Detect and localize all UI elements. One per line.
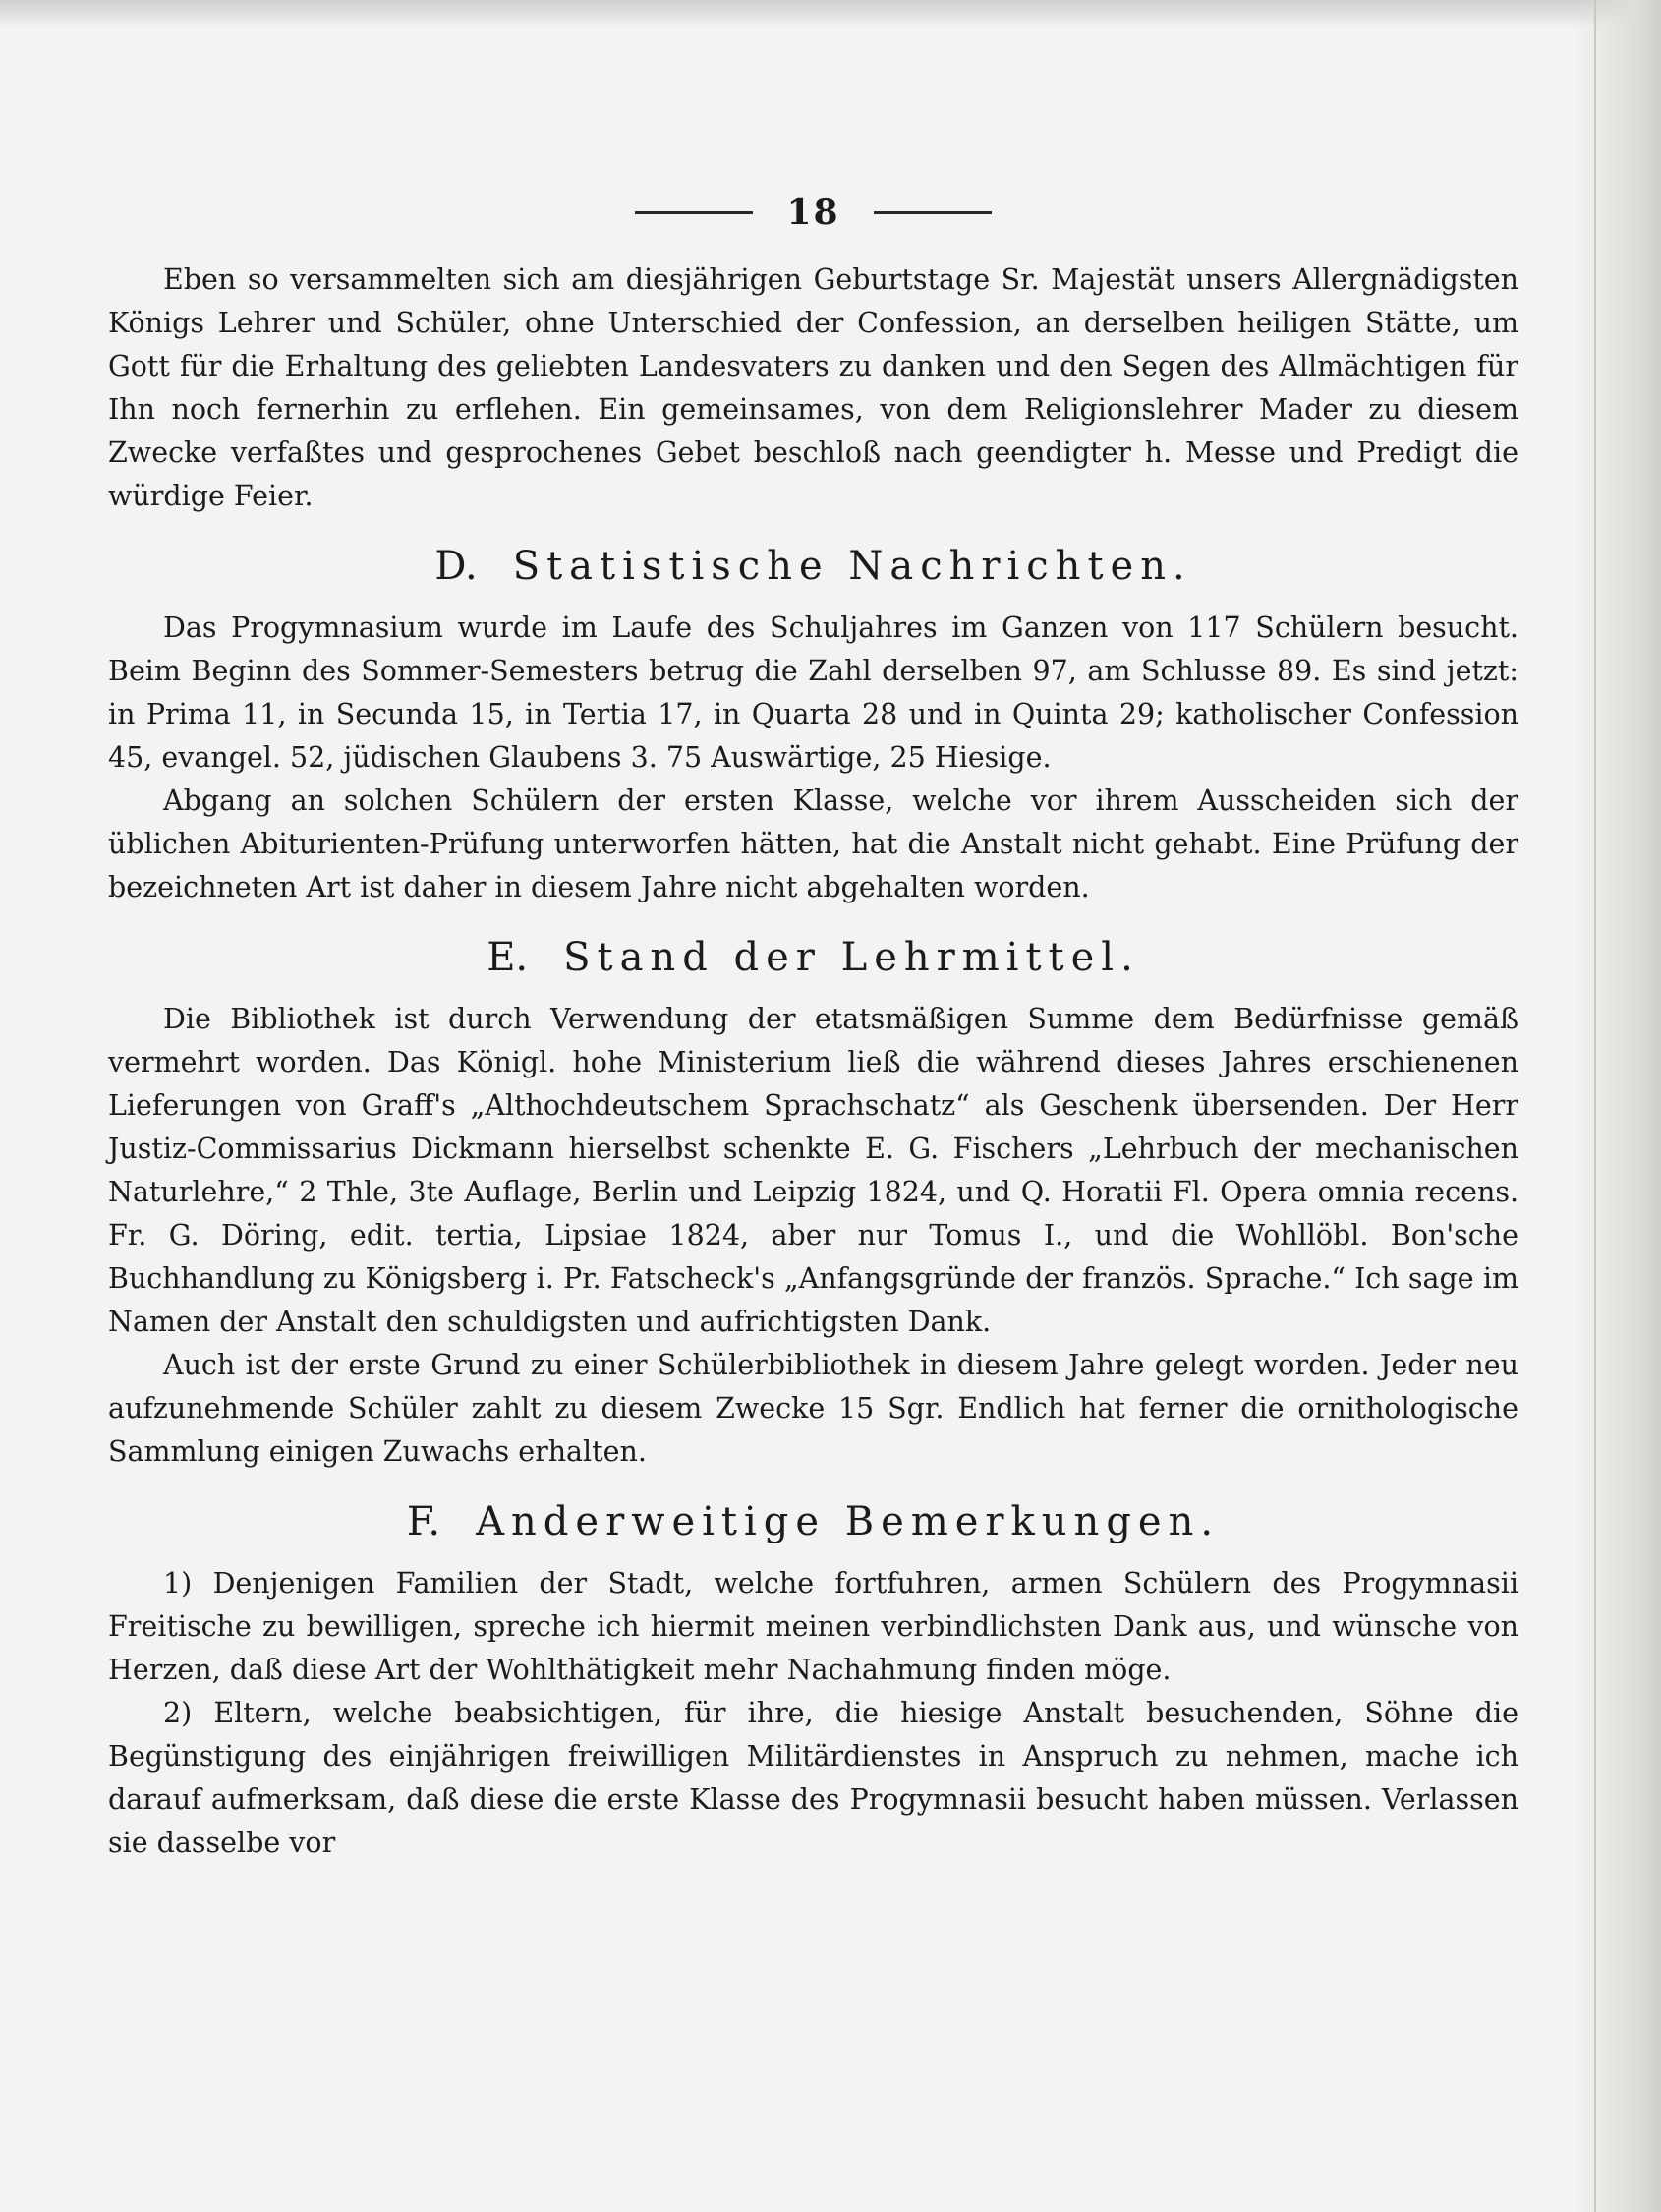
section-d-paragraph-2: Abgang an solchen Schülern der ersten Klasse, welche vor ihrem Ausscheiden sich der üblichen Abiturienten-Prüfung unterworfen hätten, hat die Anstalt nicht gehabt. Eine Prüfung der bezeichneten Art ist daher in diesem Jahre nicht abgehalten worden.	[108, 785, 1518, 903]
section-letter: E.	[487, 935, 529, 980]
section-title: Anderweitige Bemerkungen.	[476, 1499, 1221, 1544]
intro-paragraph: Eben so versammelten sich am diesjährigen Geburtstage Sr. Majestät unsers Allergnädigsten Königs Lehrer und Schüler, ohne Unterschied der Confession, an derselben heiligen Stätte, um Gott für die Erhaltung des geliebten Landesvaters zu danken und den Segen des Allmächtigen für Ihn noch fernerhin zu erflehen. Ein gemeinsames, von dem Religionslehrer Mader zu diesem Zwecke verfaßtes und gesprochenes Gebet beschloß nach geendigter h. Messe und Predigt die würdige Feier.	[108, 263, 1518, 512]
page-header	[108, 192, 1518, 233]
section-title: Stand der Lehrmittel.	[563, 935, 1140, 980]
section-f-paragraph-1: 1) Denjenigen Familien der Stadt, welche fortfuhren, armen Schülern des Progymnasii Freitische zu bewilligen, spreche ich hiermit meinen verbindlichsten Dank aus, und wünsche von Herzen, daß diese Art der Wohlthätigkeit mehr Nachahmung finden möge.	[108, 1567, 1518, 1686]
document-page	[108, 192, 1518, 1991]
page-fold-line	[1594, 0, 1596, 2212]
page-top-shadow	[0, 0, 1661, 28]
section-e-paragraph-2: Auch ist der erste Grund zu einer Schülerbibliothek in diesem Jahre gelegt worden. Jeder neu aufzunehmende Schüler zahlt zu diesem Zwecke 15 Sgr. Endlich hat ferner die ornithologische Sammlung einigen Zuwachs erhalten.	[108, 1349, 1518, 1468]
section-letter: F.	[406, 1499, 441, 1544]
section-f-paragraph-2: 2) Eltern, welche beabsichtigen, für ihre, die hiesige Anstalt besuchenden, Söhne die Begünstigung des einjährigen freiwilligen Militärdienstes in Anspruch zu nehmen, mache ich darauf aufmerksam, daß diese die erste Klasse des Progymnasii besucht haben müssen. Verlassen sie dasselbe vor	[108, 1697, 1518, 1859]
section-heading-e	[108, 935, 1518, 980]
page-edge-shadow	[1573, 0, 1661, 2212]
header-rule-right	[874, 211, 992, 214]
section-d-paragraph-1: Das Progymnasium wurde im Laufe des Schuljahres im Ganzen von 117 Schülern besucht. Beim Beginn des Sommer-Semesters betrug die Zahl derselben 97, am Schlusse 89. Es sind jetzt: in Prima 11, in Secunda 15, in Tertia 17, in Quarta 28 und in Quinta 29; katholischer Confession 45, evangel. 52, jüdischen Glaubens 3. 75 Auswärtige, 25 Hiesige.	[108, 611, 1518, 774]
header-rule-left	[635, 211, 753, 214]
page-number: 18	[786, 192, 840, 233]
section-letter: D.	[434, 544, 478, 589]
section-title: Statistische Nachrichten.	[512, 544, 1192, 589]
section-e-paragraph-1: Die Bibliothek ist durch Verwendung der etatsmäßigen Summe dem Bedürfnisse gemäß vermehrt worden. Das Königl. hohe Ministerium ließ die während dieses Jahres erschienenen Lieferungen von Graff's „Althochdeutschem Sprachschatz“ als Geschenk übersenden. Der Herr Justiz-Commissarius Dickmann hierselbst schenkte E. G. Fischers „Lehrbuch der mechanischen Naturlehre,“ 2 Thle, 3te Auflage, Berlin und Leipzig 1824, und Q. Horatii Fl. Opera omnia recens. Fr. G. Döring, edit. tertia, Lipsiae 1824, aber nur Tomus I., und die Wohllöbl. Bon'sche Buchhandlung zu Königsberg i. Pr. Fatscheck's „Anfangsgründe der französ. Sprache.“ Ich sage im Namen der Anstalt den schuldigsten und aufrichtigsten Dank.	[108, 1003, 1518, 1338]
section-heading-d	[108, 544, 1518, 589]
section-heading-f	[108, 1499, 1518, 1544]
